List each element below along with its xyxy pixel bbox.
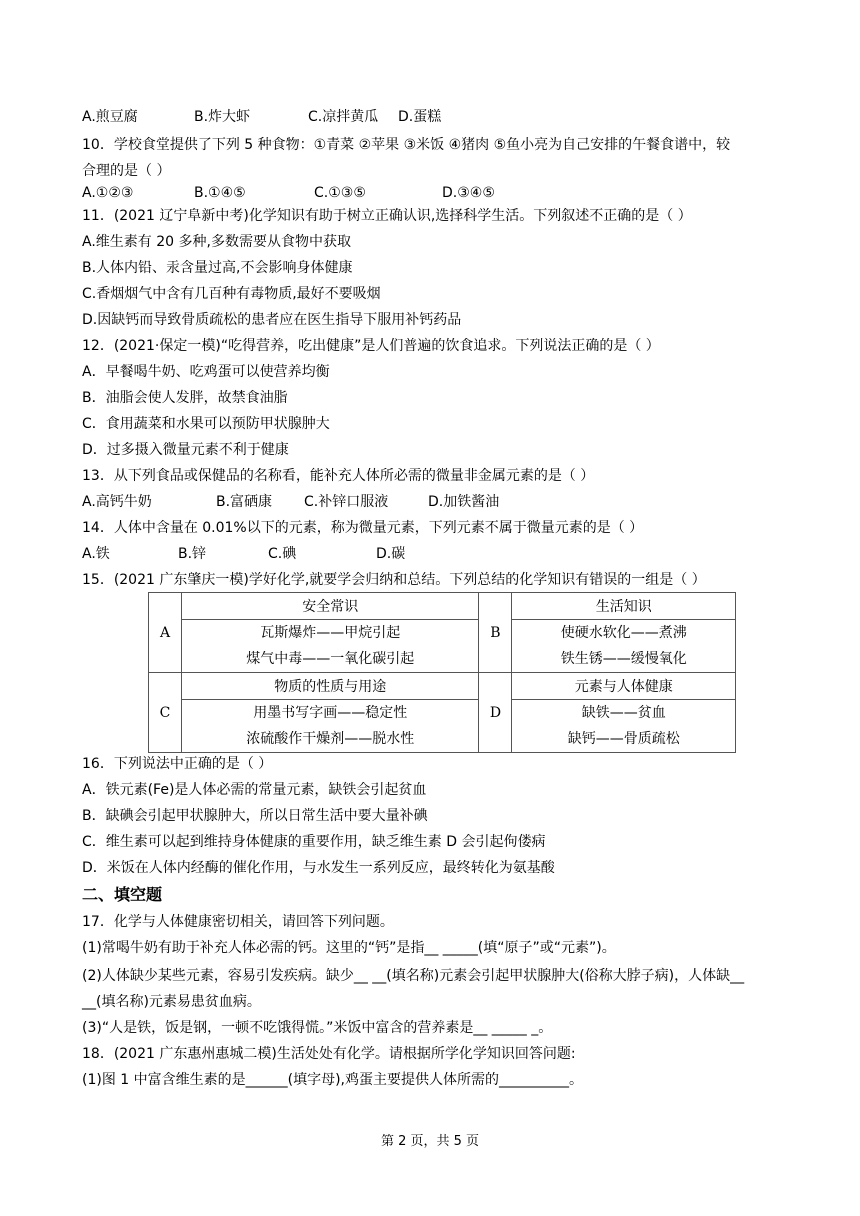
q16-option-c: C．维生素可以起到维持身体健康的重要作用，缺乏维生素 D 会引起佝偻病: [82, 834, 546, 850]
table-label-d: D: [479, 673, 512, 753]
table-header-a: 安全常识: [182, 593, 479, 620]
table-cell-c: [182, 700, 479, 753]
q12-option-c: C．食用蔬菜和水果可以预防甲状腺肿大: [82, 416, 330, 432]
q14-options: [82, 544, 405, 564]
q9-options: [82, 107, 441, 127]
q16-option-a: A．铁元素(Fe)是人体必需的常量元素，缺铁会引起贫血: [82, 782, 427, 798]
table-c-line2: 浓硫酸作干燥剂——脱水性: [246, 731, 415, 747]
q17-part2-line2: __(填名称)元素易患贫血病。: [82, 994, 261, 1010]
table-header-b: 生活知识: [512, 593, 736, 620]
q10-option-b: B.①④⑤: [194, 185, 246, 201]
table-b-line1: 使硬水软化——煮沸: [560, 625, 687, 641]
q10-stem-line1: 10．学校食堂提供了下列 5 种食物：①青菜 ②苹果 ③米饭 ④猪肉 ⑤鱼小亮为自己安排的午餐食谱中，较: [82, 137, 731, 153]
q11-option-a: A.维生素有 20 多种,多数需要从食物中获取: [82, 234, 351, 250]
table-header-d: 元素与人体健康: [512, 673, 736, 700]
q17-part2-line1: (2)人体缺少某些元素，容易引发疾病。缺少__ __(填名称)元素会引起甲状腺肿大(俗称大脖子病)，人体缺__: [82, 968, 745, 984]
q13-option-c: C.补锌口服液: [304, 494, 389, 510]
table-label-b: B: [479, 593, 512, 673]
q9-option-c: C.凉拌黄瓜: [308, 109, 379, 125]
table-header-c: 物质的性质与用途: [182, 673, 479, 700]
q9-option-b: B.炸大虾: [194, 109, 251, 125]
q10-options: [82, 183, 495, 203]
q11-option-c: C.香烟烟气中含有几百种有毒物质,最好不要吸烟: [82, 286, 381, 302]
table-a-line1: 瓦斯爆炸——甲烷引起: [260, 625, 401, 641]
table-label-c: C: [149, 673, 182, 753]
q9-option-d: D.蛋糕: [398, 109, 442, 125]
table-cell-a: [182, 620, 479, 673]
q14-option-c: C.碘: [268, 546, 297, 562]
q10-option-c: C.①③⑤: [314, 185, 366, 201]
q11-stem: 11．(2021 辽宁阜新中考)化学知识有助于树立正确认识,选择科学生活。下列叙述不正确的是（ ）: [82, 208, 692, 224]
q9-option-a: A.煎豆腐: [82, 109, 138, 125]
q13-stem: 13．从下列食品或保健品的名称看，能补充人体所必需的微量非金属元素的是（ ）: [82, 468, 595, 484]
table-cell-d: [512, 700, 736, 753]
q11-option-b: B.人体内铅、汞含量过高,不会影响身体健康: [82, 260, 353, 276]
table-b-line2: 铁生锈——缓慢氧化: [560, 651, 687, 667]
page-number: 第 2 页，共 5 页: [380, 1134, 480, 1149]
q17-stem: 17．化学与人体健康密切相关，请回答下列问题。: [82, 914, 394, 930]
q16-stem: 16．下列说法中正确的是（ ）: [82, 756, 273, 772]
q15-stem: 15．(2021 广东肇庆一模)学好化学,就要学会归纳和总结。下列总结的化学知识有错误的一组是（ ）: [82, 572, 706, 588]
q14-option-d: D.碳: [376, 546, 406, 562]
q18-part1: (1)图 1 中富含维生素的是______(填字母),鸡蛋主要提供人体所需的__________。: [82, 1072, 584, 1088]
table-a-line2: 煤气中毒——一氧化碳引起: [246, 651, 415, 667]
q10-option-d: D.③④⑤: [442, 185, 495, 201]
q12-option-b: B．油脂会使人发胖，故禁食油脂: [82, 390, 288, 406]
table-label-a: A: [149, 593, 182, 673]
q15-knowledge-table: [148, 592, 736, 753]
q17-part1: (1)常喝牛奶有助于补充人体必需的钙。这里的“钙”是指__ _____(填“原子”或“元素”)。: [82, 940, 616, 956]
q12-stem: 12．(2021·保定一模)“吃得营养，吃出健康”是人们普遍的饮食追求。下列说法正确的是（ ）: [82, 338, 660, 354]
table-d-line2: 缺钙——骨质疏松: [567, 731, 680, 747]
table-cell-b: [512, 620, 736, 673]
q12-option-a: A．早餐喝牛奶、吃鸡蛋可以使营养均衡: [82, 364, 330, 380]
q17-part3: (3)“人是铁，饭是钢，一顿不吃饿得慌。”米饭中富含的营养素是__ _____ _。: [82, 1020, 553, 1036]
q13-options: [82, 492, 499, 512]
q10-stem-line2: 合理的是（ ）: [82, 163, 171, 179]
section-title-fill-in: 二、填空题: [82, 885, 163, 904]
q16-option-b: B．缺碘会引起甲状腺肿大，所以日常生活中要大量补碘: [82, 808, 428, 824]
q10-option-a: A.①②③: [82, 185, 134, 201]
q13-option-a: A.高钙牛奶: [82, 494, 152, 510]
q16-option-d: D．米饭在人体内经酶的催化作用，与水发生一系列反应，最终转化为氨基酸: [82, 860, 555, 876]
q14-option-b: B.锌: [178, 546, 207, 562]
q12-option-d: D．过多摄入微量元素不利于健康: [82, 442, 289, 458]
table-d-line1: 缺铁——贫血: [581, 705, 666, 721]
q14-option-a: A.铁: [82, 546, 110, 562]
q13-option-b: B.富硒康: [216, 494, 273, 510]
table-c-line1: 用墨书写字画——稳定性: [253, 705, 408, 721]
q14-stem: 14．人体中含量在 0.01%以下的元素，称为微量元素，下列元素不属于微量元素的是（ ）: [82, 520, 644, 536]
q13-option-d: D.加铁酱油: [428, 494, 500, 510]
q18-stem: 18．(2021 广东惠州惠城二模)生活处处有化学。请根据所学化学知识回答问题:: [82, 1046, 576, 1062]
q11-option-d: D.因缺钙而导致骨质疏松的患者应在医生指导下服用补钙药品: [82, 312, 462, 328]
